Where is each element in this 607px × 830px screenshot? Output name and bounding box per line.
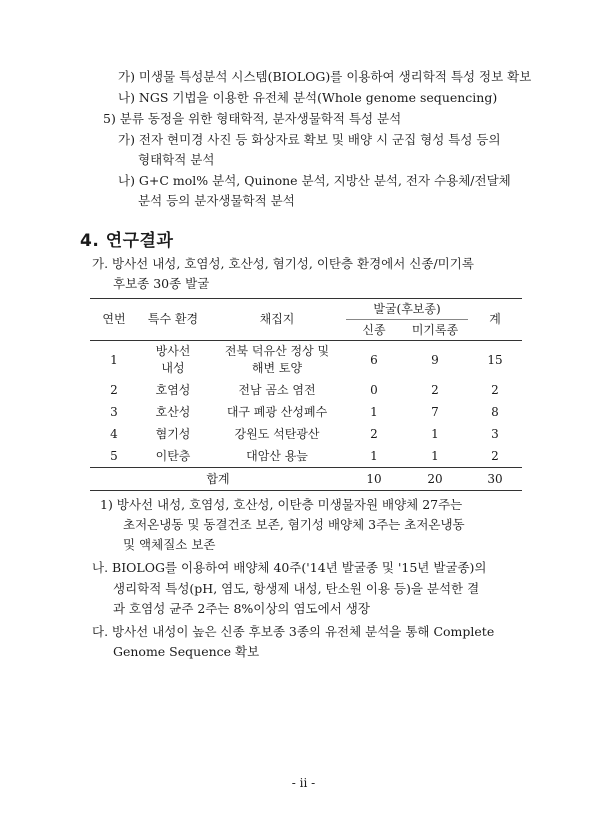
header-site: 채집지 — [208, 299, 346, 341]
cell-site: 대암산 용늪 — [246, 448, 308, 463]
note-line-2: 초저온냉동 및 동결건조 보존, 혐기성 배양체 3주는 초저온냉동 — [123, 517, 465, 532]
cell-new: 1 — [370, 404, 378, 419]
cell-env-line: 내성 — [161, 361, 185, 375]
note-line-1: 1) 방사선 내성, 호염성, 호산성, 이탄층 미생물자원 배양체 27주는 — [100, 497, 463, 512]
cell-site: 강원도 석탄광산 — [234, 426, 320, 441]
header-total: 계 — [468, 299, 522, 341]
list-item-biolog: 가) 미생물 특성분석 시스템(BIOLOG)를 이용하여 생리학적 특성 정보 확보 — [118, 69, 532, 84]
intro-line-1: 가. 방사선 내성, 호염성, 호산성, 혐기성, 이탄층 환경에서 신종/미기록 — [92, 256, 474, 271]
cell-no: 4 — [110, 426, 118, 441]
cell-env: 혐기성 — [155, 426, 191, 441]
cell-env: 호염성 — [155, 382, 191, 397]
list-item-classification: 5) 분류 동정을 위한 형태학적, 분자생물학적 특성 분석 — [103, 111, 402, 126]
list-item-ngs: 나) NGS 기법을 이용한 유전체 분석(Whole genome sequencing) — [118, 90, 498, 105]
cell-no: 2 — [110, 382, 118, 397]
result-table — [90, 298, 522, 491]
cell-no: 3 — [110, 404, 118, 419]
footer-new: 10 — [346, 468, 402, 491]
cell-unrecorded: 1 — [431, 448, 439, 463]
cell-env — [138, 341, 208, 380]
cell-unrecorded: 1 — [431, 426, 439, 441]
item-na-line-3: 과 호염성 균주 2주는 8%이상의 염도에서 생장 — [113, 601, 370, 616]
item-da-line-2: Genome Sequence 확보 — [113, 644, 260, 659]
cell-total: 8 — [491, 404, 499, 419]
list-item-gc-analysis: 나) G+C mol% 분석, Quinone 분석, 지방산 분석, 전자 수용체/전달체 — [118, 173, 511, 188]
header-new: 신종 — [346, 320, 402, 341]
cell-unrecorded: 2 — [431, 382, 439, 397]
item-na-line-2: 생리학적 특성(pH, 염도, 항생제 내성, 탄소원 이용 등)을 분석한 결 — [113, 581, 480, 596]
cell-total: 2 — [491, 448, 499, 463]
cell-env-line: 방사선 — [155, 344, 191, 358]
note-line-3: 및 액체질소 보존 — [123, 537, 216, 552]
cell-env: 이탄층 — [155, 448, 191, 463]
table-row — [90, 401, 522, 423]
cell-env: 호산성 — [155, 404, 191, 419]
footer-unrecorded: 20 — [402, 468, 468, 491]
cell-site: 전남 곰소 염전 — [238, 382, 316, 397]
cell-total: 2 — [491, 382, 499, 397]
header-no: 연번 — [90, 299, 138, 341]
section-title: 4. 연구결과 — [80, 231, 174, 251]
table-row — [90, 445, 522, 468]
cell-unrecorded: 9 — [431, 352, 439, 367]
cell-new: 1 — [370, 448, 378, 463]
cell-total: 15 — [487, 352, 503, 367]
table-row — [90, 379, 522, 401]
cell-no: 1 — [110, 352, 118, 367]
header-group: 발굴(후보종) — [346, 299, 468, 320]
list-item-electron-microscope-cont: 형태학적 분석 — [138, 152, 215, 167]
page-number: - ii - — [291, 776, 316, 790]
cell-site-line: 전북 덕유산 정상 및 — [224, 344, 330, 358]
header-unrecorded: 미기록종 — [402, 320, 468, 341]
table-row — [90, 423, 522, 445]
cell-site-line: 해변 토양 — [251, 361, 303, 375]
cell-unrecorded: 7 — [431, 404, 439, 419]
item-da-line-1: 다. 방사선 내성이 높은 신종 후보종 3종의 유전체 분석을 통해 Complete — [92, 624, 495, 639]
cell-site: 대구 폐광 산성폐수 — [226, 404, 328, 419]
table-footer-row — [90, 468, 522, 491]
cell-new: 2 — [370, 426, 378, 441]
cell-no: 5 — [110, 448, 118, 463]
footer-total: 30 — [468, 468, 522, 491]
table-row — [90, 341, 522, 380]
header-env: 특수 환경 — [138, 299, 208, 341]
item-na-line-1: 나. BIOLOG를 이용하여 배양체 40주('14년 발굴종 및 '15년 발굴종)의 — [92, 560, 487, 575]
footer-label: 합계 — [90, 468, 346, 491]
cell-total: 3 — [491, 426, 499, 441]
list-item-gc-analysis-cont: 분석 등의 분자생물학적 분석 — [138, 193, 295, 208]
cell-new: 6 — [370, 352, 378, 367]
intro-line-2: 후보종 30종 발굴 — [113, 276, 210, 291]
list-item-electron-microscope: 가) 전자 현미경 사진 등 화상자료 확보 및 배양 시 군집 형성 특성 등의 — [118, 132, 501, 147]
cell-new: 0 — [370, 382, 378, 397]
cell-site — [208, 341, 346, 380]
